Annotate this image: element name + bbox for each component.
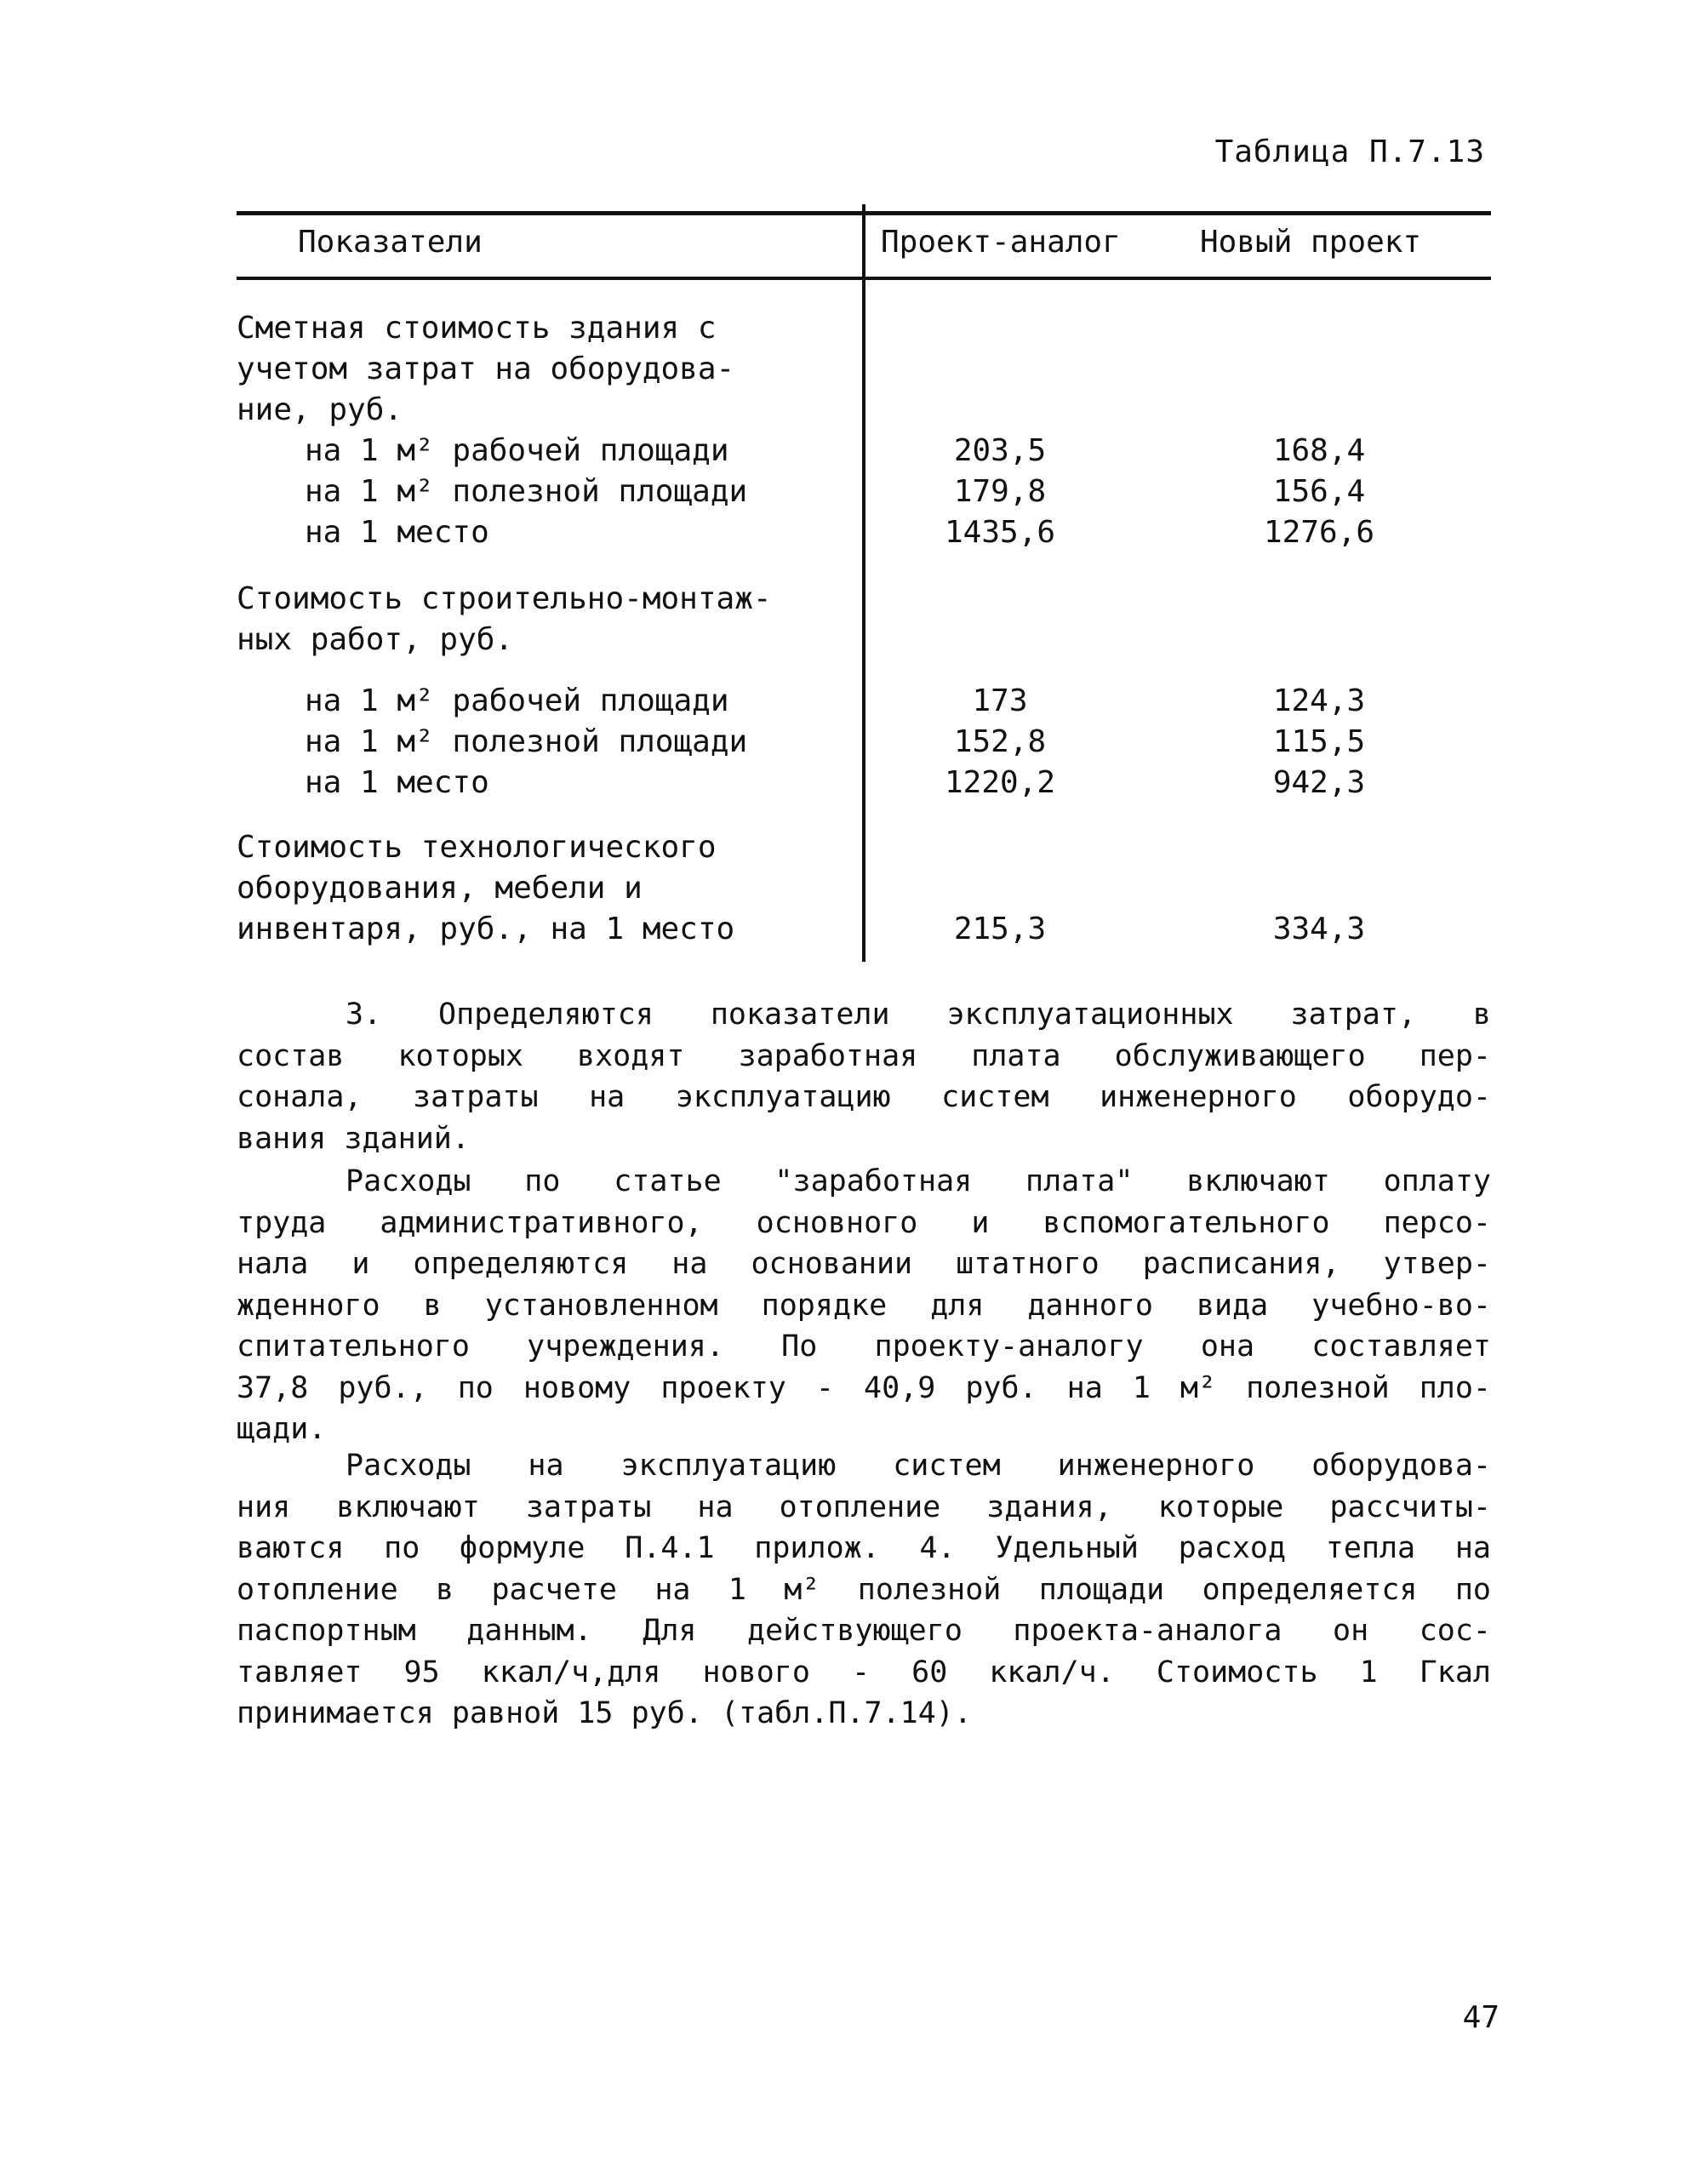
text-line: ваются по формуле П.4.1 прилож. 4. Удельный расход тепла на bbox=[237, 1531, 1491, 1565]
group-title-line: инвентаря, руб., на 1 место bbox=[237, 912, 735, 946]
row-label: на 1 м² полезной площади bbox=[305, 474, 748, 509]
value-new: 115,5 bbox=[1272, 724, 1366, 759]
value-new: 334,3 bbox=[1272, 912, 1366, 946]
header-analog: Проект-аналог bbox=[881, 225, 1121, 260]
group-title-line: ных работ, руб. bbox=[237, 622, 514, 657]
text-line: щади. bbox=[237, 1412, 327, 1446]
paragraph-operating-costs bbox=[237, 994, 1491, 1159]
text-line: тавляет 95 ккал/ч,для нового - 60 ккал/ч. Стоимость 1 Гкал bbox=[237, 1655, 1491, 1689]
value-analog: 215,3 bbox=[953, 912, 1047, 946]
group-title-line: Стоимость строительно-монтаж- bbox=[237, 581, 772, 616]
text-line: отопление в расчете на 1 м² полезной площади определяется по bbox=[237, 1572, 1491, 1607]
value-new: 124,3 bbox=[1272, 683, 1366, 718]
text-line: сонала, затраты на эксплуатацию систем инженерного оборудо- bbox=[237, 1080, 1491, 1114]
text-line: спитательного учреждения. По проекту-аналогу она составляет bbox=[237, 1329, 1491, 1363]
value-analog: 1435,6 bbox=[944, 515, 1056, 550]
text-line: нала и определяются на основании штатного расписания, утвер- bbox=[237, 1247, 1491, 1281]
text-line: труда административного, основного и вспомогательного персо- bbox=[237, 1205, 1491, 1240]
page-number: 47 bbox=[1462, 2000, 1499, 2035]
value-analog: 203,5 bbox=[953, 433, 1047, 468]
text-line: жденного в установленном порядке для данного вида учебно-во- bbox=[237, 1288, 1491, 1323]
group-title-line: учетом затрат на оборудова- bbox=[237, 352, 735, 386]
text-line: Расходы по статье "заработная плата" включают оплату bbox=[346, 1164, 1491, 1198]
value-new: 168,4 bbox=[1272, 433, 1366, 468]
row-label: на 1 место bbox=[305, 765, 489, 800]
header-indicators: Показатели bbox=[298, 225, 483, 260]
table-column-divider bbox=[862, 204, 865, 962]
group-title-line: оборудования, мебели и bbox=[237, 871, 643, 906]
row-label: на 1 м² полезной площади bbox=[305, 724, 748, 759]
text-line: паспортным данным. Для действующего проекта-аналога он сос- bbox=[237, 1614, 1491, 1648]
text-line: принимается равной 15 руб. (табл.П.7.14). bbox=[237, 1696, 972, 1730]
value-new: 942,3 bbox=[1272, 765, 1366, 800]
group-title-line: Стоимость технологического bbox=[237, 830, 717, 865]
value-analog: 173 bbox=[972, 683, 1028, 718]
text-line: Расходы на эксплуатацию систем инженерного оборудова- bbox=[346, 1449, 1491, 1483]
value-analog: 179,8 bbox=[953, 474, 1047, 509]
value-new: 156,4 bbox=[1272, 474, 1366, 509]
group-title-line: Сметная стоимость здания с bbox=[237, 311, 717, 346]
text-line: 37,8 руб., по новому проекту - 40,9 руб. на 1 м² полезной пло- bbox=[237, 1370, 1491, 1405]
paragraph-engineering-systems bbox=[237, 1445, 1491, 1735]
row-label: на 1 м² рабочей площади bbox=[305, 683, 729, 718]
header-new: Новый проект bbox=[1200, 225, 1422, 260]
text-line: вания зданий. bbox=[237, 1121, 470, 1156]
row-label: на 1 м² рабочей площади bbox=[305, 433, 729, 468]
value-analog: 152,8 bbox=[953, 724, 1047, 759]
row-label: на 1 место bbox=[305, 515, 489, 550]
value-new: 1276,6 bbox=[1263, 515, 1375, 550]
value-analog: 1220,2 bbox=[944, 765, 1056, 800]
text-line: состав которых входят заработная плата обслуживающего пер- bbox=[237, 1038, 1491, 1073]
text-line: ния включают затраты на отопление здания, которые рассчиты- bbox=[237, 1489, 1491, 1524]
group-title-line: ние, руб. bbox=[237, 392, 403, 427]
text-line: 3. Определяются показатели эксплуатационных затрат, в bbox=[346, 998, 1491, 1032]
table-caption: Таблица П.7.13 bbox=[1214, 134, 1485, 169]
paragraph-salary bbox=[237, 1161, 1491, 1450]
